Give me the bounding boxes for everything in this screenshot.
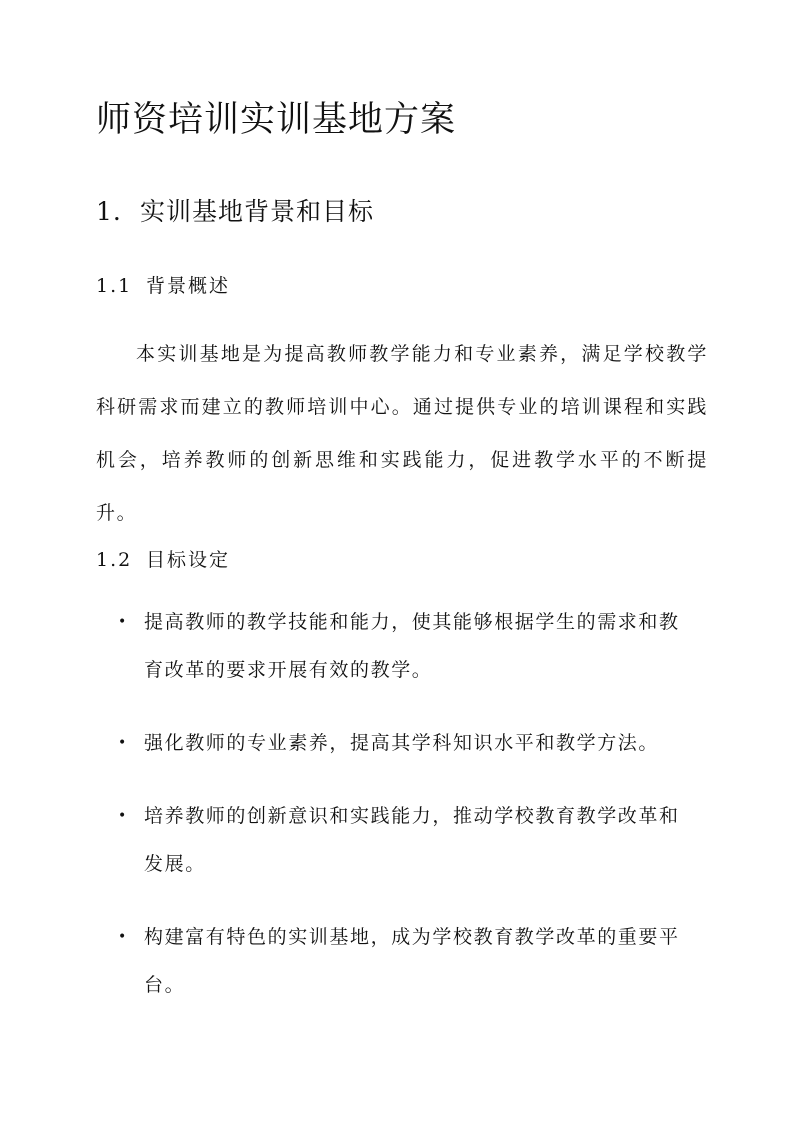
document-title: 师资培训实训基地方案: [96, 100, 457, 140]
list-item: [96, 719, 696, 767]
bullet-icon: •: [118, 735, 128, 751]
subsection-1-2-number: 1.2: [96, 549, 133, 571]
bullet-icon: •: [118, 929, 128, 945]
goal-text: 构建富有特色的实训基地，成为学校教育教学改革的重要平台。: [144, 926, 680, 996]
subsection-1-1-heading: [96, 271, 230, 298]
subsection-1-2-title: 目标设定: [146, 549, 231, 571]
list-item: [96, 913, 696, 1009]
subsection-1-2-heading: [96, 545, 230, 572]
goal-text: 强化教师的专业素养，提高其学科知识水平和教学方法。: [144, 732, 660, 754]
goal-text: 提高教师的教学技能和能力，使其能够根据学生的需求和教育改革的要求开展有效的教学。: [144, 611, 680, 681]
list-item: [96, 598, 696, 694]
goal-text: 培养教师的创新意识和实践能力，推动学校教育教学改革和发展。: [144, 805, 680, 875]
subsection-1-1-number: 1.1: [96, 275, 133, 297]
background-paragraph: 本实训基地是为提高教师教学能力和专业素养，满足学校教学科研需求而建立的教师培训中心。通过提供专业的培训课程和实践机会，培养教师的创新思维和实践能力，促进教学水平的不断提升。: [96, 343, 708, 524]
section-1-heading: [96, 192, 374, 228]
goals-list: [96, 598, 696, 1034]
section-1-number: 1.: [96, 197, 122, 226]
section-1-title: 实训基地背景和目标: [140, 197, 375, 226]
list-item: [96, 792, 696, 888]
bullet-icon: •: [118, 614, 128, 630]
bullet-icon: •: [118, 808, 128, 824]
subsection-1-1-title: 背景概述: [146, 275, 231, 297]
